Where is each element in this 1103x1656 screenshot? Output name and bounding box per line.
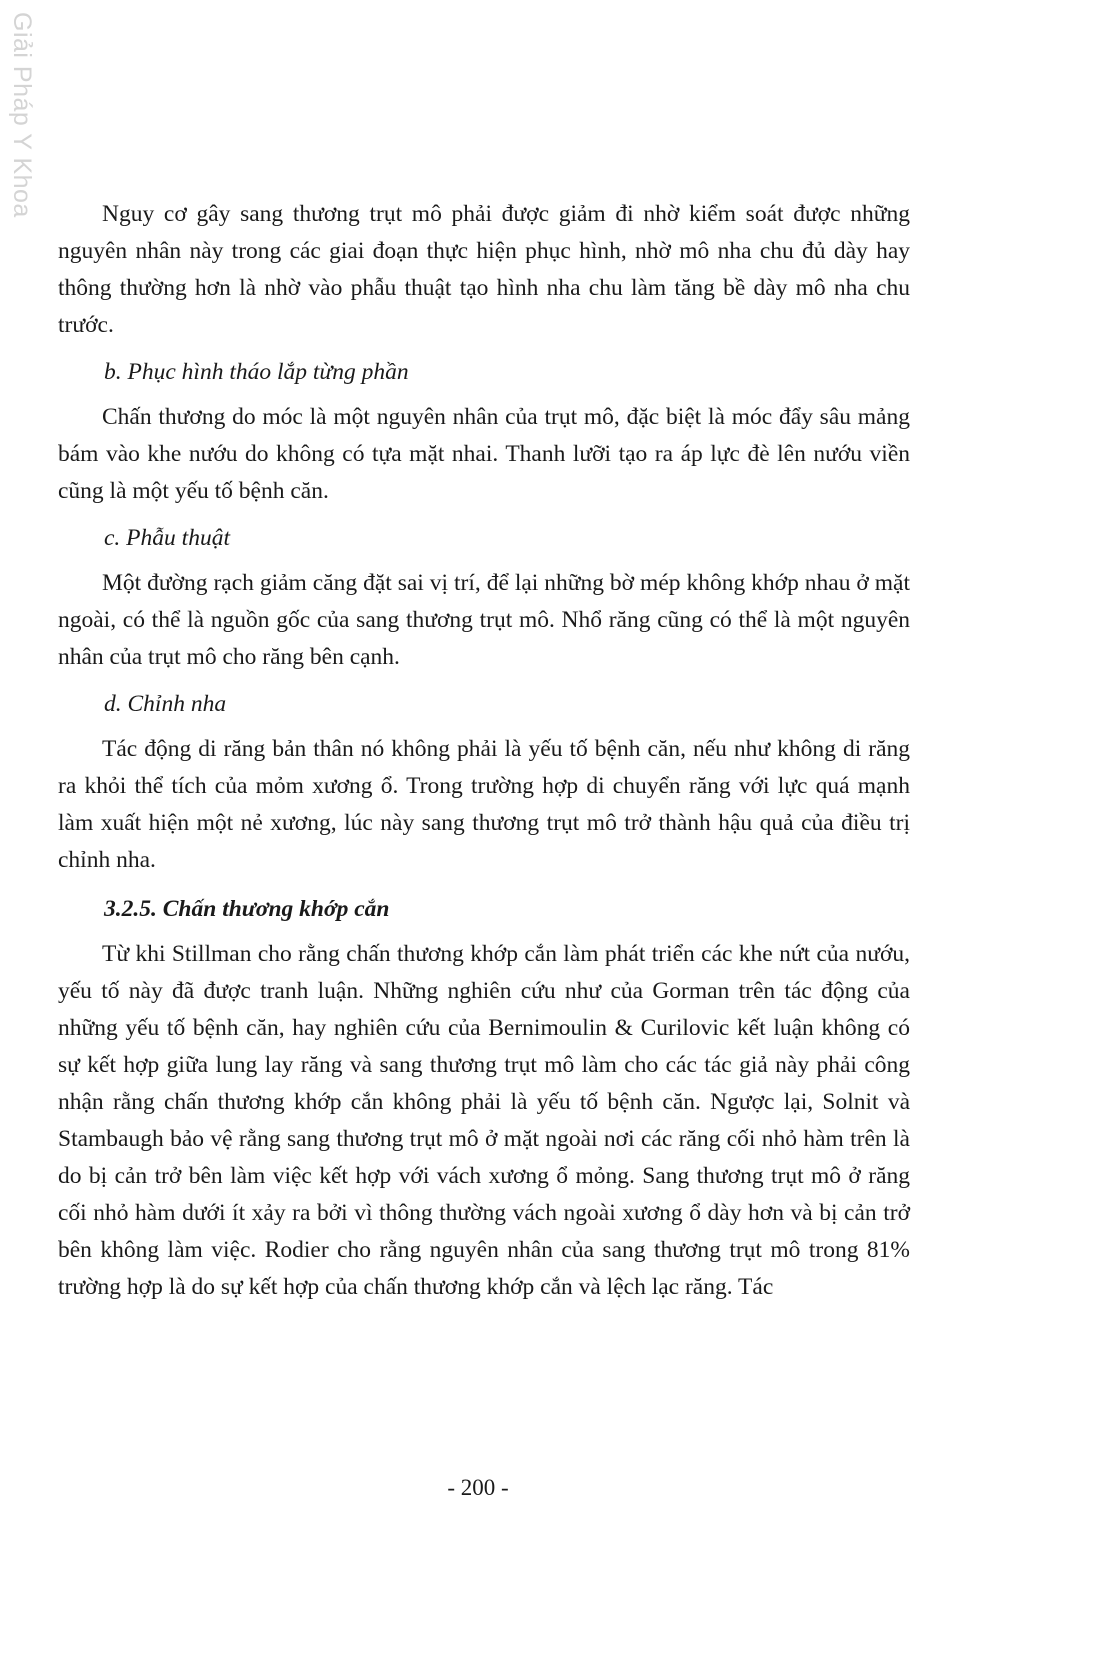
paragraph-orthodontics: Tác động di răng bản thân nó không phải là yếu tố bệnh căn, nếu như không di răng ra khỏi thể tích của mỏm xương ổ. Trong trường hợp di chuyển răng với lực quá mạnh làm xuất hiện một nẻ xương, lúc này sang thương trụt mô trở thành hậu quả của điều trị chỉnh nha. [58, 736, 910, 873]
watermark-text: Giải Pháp Y Khoa [8, 12, 36, 218]
page-number: - 200 - [447, 1475, 509, 1500]
subheading-removable-partial-prosthesis: b. Phục hình tháo lắp từng phần [104, 359, 409, 385]
subheading-surgery: c. Phẫu thuật [104, 525, 230, 551]
paragraph-clasp-trauma: Chấn thương do móc là một nguyên nhân của trụt mô, đặc biệt là móc đẩy sâu mảng bám vào khe nướu do không có tựa mặt nhai. Thanh lưỡi tạo ra áp lực đè lên nướu viền cũng là một yếu tố bệnh căn. [58, 404, 910, 504]
paragraph-occlusal-trauma: Từ khi Stillman cho rằng chấn thương khớp cắn làm phát triển các khe nứt của nướu, yếu tố này đã được tranh luận. Những nghiên cứu như của Gorman trên tác động của những yếu tố bệnh căn, hay nghiên cứu của Bernimoulin & Curilovic kết luận không có sự kết hợp giữa lung lay răng và sang thương trụt mô làm cho các tác giả này phải công nhận rằng chấn thương khớp cắn không phải là yếu tố bệnh căn. Ngược lại, Solnit và Stambaugh bảo vệ rằng sang thương trụt mô ở mặt ngoài nơi các răng cối nhỏ hàm trên là do bị cản trở bên làm việc kết hợp với vách xương ổ mỏng. Sang thương trụt mô ở răng cối nhỏ hàm dưới ít xảy ra bởi vì thông thường vách ngoài xương ổ dày hơn và bị cản trở bên không làm việc. Rodier cho rằng nguyên nhân của sang thương trụt mô trong 81% trường hợp là do sự kết hợp của chấn thương khớp cắn và lệch lạc răng. Tác [58, 941, 910, 1300]
paragraph-surgery: Một đường rạch giảm căng đặt sai vị trí, để lại những bờ mép không khớp nhau ở mặt ngoài, có thể là nguồn gốc của sang thương trụt mô. Nhổ răng cũng có thể là một nguyên nhân của trụt mô cho răng bên cạnh. [58, 570, 910, 670]
paragraph-risk-control: Nguy cơ gây sang thương trụt mô phải được giảm đi nhờ kiểm soát được những nguyên nhân này trong các giai đoạn thực hiện phục hình, nhờ mô nha chu đủ dày hay thông thường hơn là nhờ vào phẫu thuật tạo hình nha chu làm tăng bề dày mô nha chu trước. [58, 201, 910, 338]
section-heading-occlusal-trauma: 3.2.5. Chấn thương khớp cắn [104, 896, 390, 922]
page-body [58, 196, 910, 1306]
subheading-orthodontics: d. Chỉnh nha [104, 691, 227, 717]
